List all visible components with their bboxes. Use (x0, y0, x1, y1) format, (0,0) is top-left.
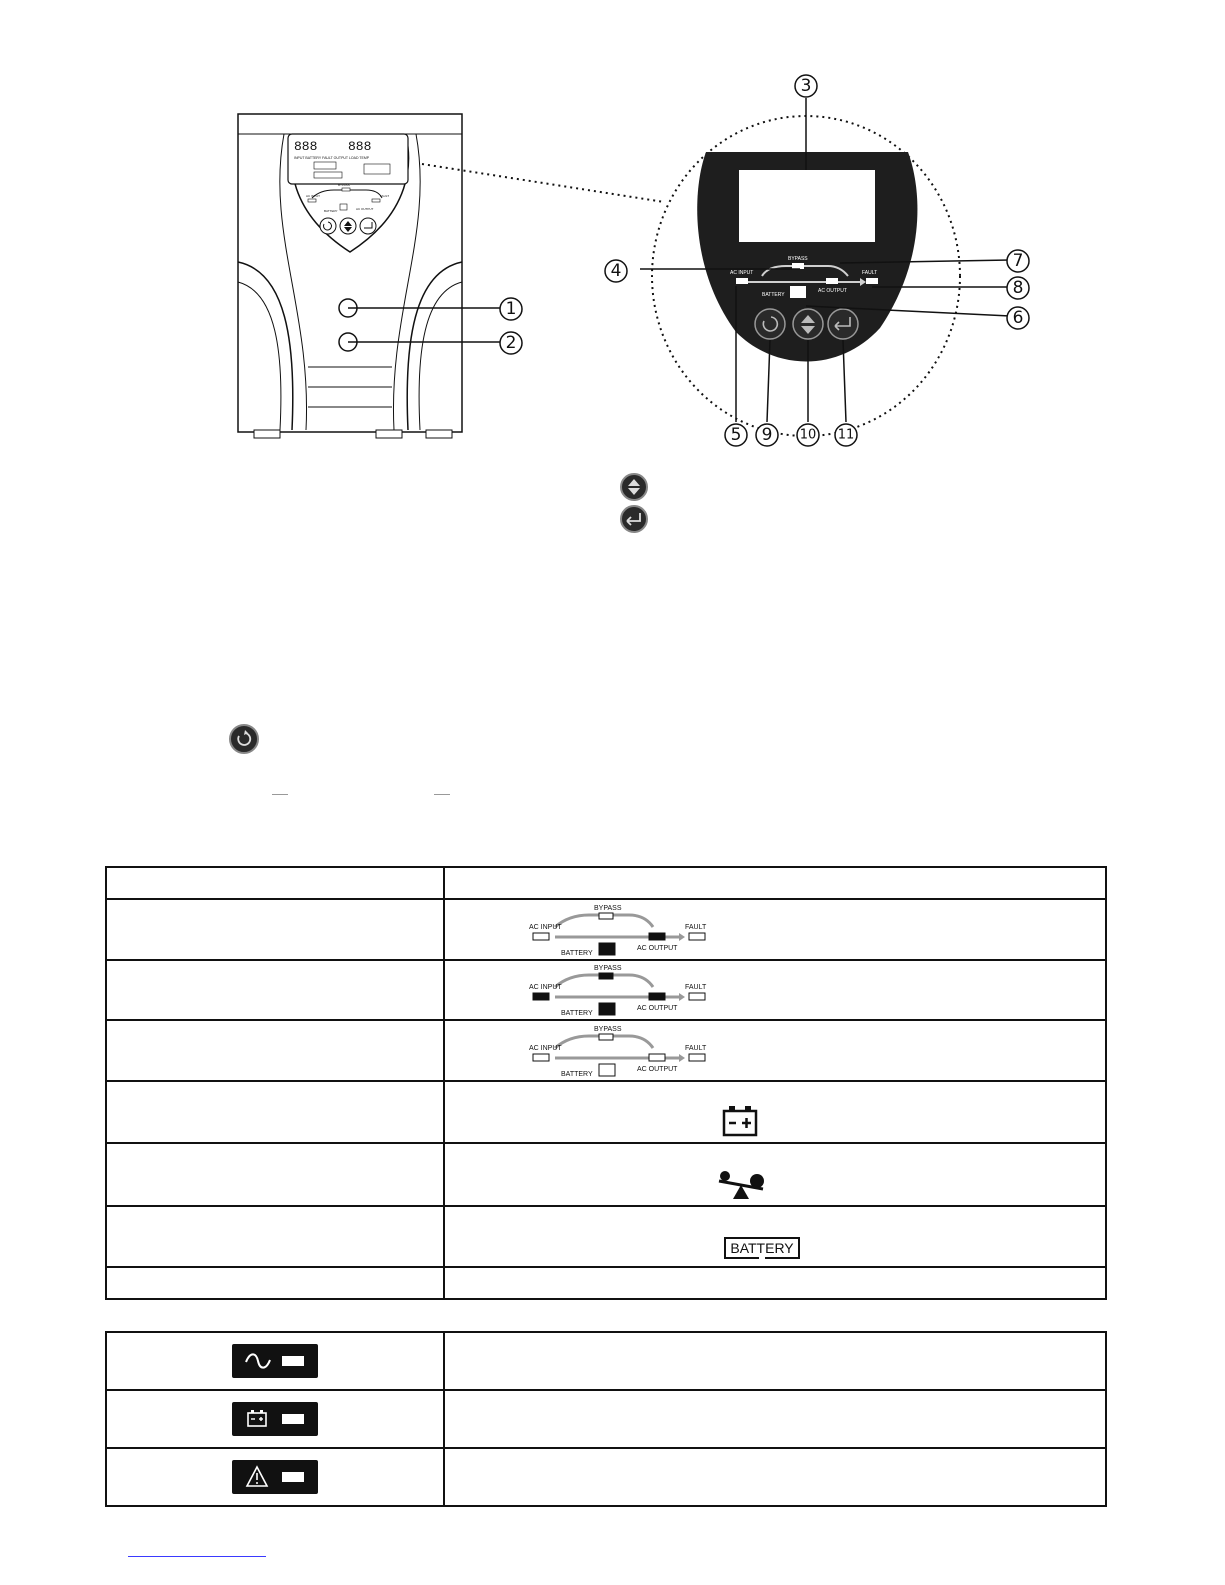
svg-text:BATTERY: BATTERY (561, 949, 593, 957)
svg-text:1: 1 (505, 299, 517, 319)
svg-text:888: 888 (294, 139, 318, 154)
table-cell (444, 1332, 1106, 1390)
svg-text:3: 3 (800, 76, 812, 96)
table-cell (444, 1448, 1106, 1506)
table-row (106, 960, 1106, 1020)
callout-4 (603, 258, 629, 284)
table-row (106, 1267, 1106, 1299)
status-table (105, 1331, 1107, 1507)
table-row (106, 1332, 1106, 1390)
svg-text:AC INPUT: AC INPUT (529, 984, 562, 991)
callout-10 (795, 422, 821, 448)
table-cell (444, 1143, 1106, 1206)
svg-text:8: 8 (1012, 278, 1024, 298)
callout-2 (498, 330, 524, 356)
table-header-row (106, 867, 1106, 899)
enter-button-icon (619, 504, 649, 534)
svg-text:FAULT: FAULT (685, 1044, 707, 1052)
table-cell (444, 1206, 1106, 1267)
led-flow-diagram (529, 903, 729, 957)
svg-text:FAULT: FAULT (685, 984, 707, 991)
table-cell (106, 1143, 444, 1206)
power-button-icon (228, 723, 260, 755)
table-cell (444, 1390, 1106, 1448)
svg-text:BATTERY: BATTERY (561, 1010, 593, 1017)
lcd-label-row (294, 156, 370, 160)
svg-text:FAULT: FAULT (862, 270, 878, 276)
callout-1 (498, 296, 524, 322)
svg-text:2: 2 (505, 333, 517, 353)
table-cell (106, 1332, 444, 1390)
svg-text:BYPASS: BYPASS (594, 904, 622, 912)
svg-text:AC INPUT: AC INPUT (529, 1044, 562, 1052)
led-flow-diagram (529, 1024, 729, 1078)
table-row (106, 1081, 1106, 1143)
svg-text:AC INPUT: AC INPUT (730, 270, 754, 276)
callout-8 (1005, 275, 1031, 301)
table-cell (106, 1390, 444, 1448)
table-row (106, 1206, 1106, 1267)
table-cell (106, 1020, 444, 1081)
svg-text:BYPASS: BYPASS (338, 183, 350, 187)
table-cell (444, 1020, 1106, 1081)
table-cell (444, 1267, 1106, 1299)
table-cell (106, 1081, 444, 1143)
table-header-cell (106, 867, 444, 899)
zoom-leader-line (420, 160, 670, 210)
svg-text:FAULT: FAULT (685, 923, 707, 931)
battery-icon (721, 1104, 761, 1138)
table-row (106, 1390, 1106, 1448)
svg-text:11: 11 (837, 427, 855, 443)
svg-text:4: 4 (610, 261, 622, 281)
table-cell (106, 1267, 444, 1299)
underline-mark (434, 794, 450, 795)
seesaw-overload-icon (715, 1167, 767, 1201)
updown-button-icon (619, 472, 649, 502)
table-cell (106, 1448, 444, 1506)
svg-text:AC INPUT: AC INPUT (306, 194, 321, 198)
svg-text:10: 10 (799, 427, 817, 443)
svg-text:BYPASS: BYPASS (594, 1025, 622, 1033)
callout-7 (1005, 248, 1031, 274)
svg-text:9: 9 (761, 425, 773, 445)
svg-text:5: 5 (730, 425, 742, 445)
svg-text:BATTERY: BATTERY (762, 292, 785, 298)
table-row (106, 1448, 1106, 1506)
svg-text:BYPASS: BYPASS (594, 965, 622, 972)
callout-3 (793, 73, 819, 99)
table-header-cell (444, 867, 1106, 899)
svg-text:AC OUTPUT: AC OUTPUT (637, 1065, 678, 1073)
svg-text:INPUT BATTERY FAULT OUTPUT LOA: INPUT BATTERY FAULT OUTPUT LOAD TEMP (294, 156, 370, 160)
table-cell (106, 960, 444, 1020)
table-row (106, 899, 1106, 960)
table-cell (444, 899, 1106, 960)
table-cell (106, 899, 444, 960)
table-cell (106, 1206, 444, 1267)
panel-detail-drawing (640, 70, 1060, 465)
table-row (106, 1020, 1106, 1081)
svg-text:6: 6 (1012, 308, 1024, 328)
svg-text:BYPASS: BYPASS (788, 256, 808, 262)
svg-text:BATTERY: BATTERY (324, 209, 338, 213)
svg-text:AC OUTPUT: AC OUTPUT (637, 944, 678, 952)
svg-text:7: 7 (1012, 251, 1024, 271)
status-indicator (232, 1460, 318, 1494)
svg-text:FAULT: FAULT (380, 194, 390, 198)
led-flow-diagram (529, 963, 729, 1017)
callout-5 (723, 422, 749, 448)
footer-link[interactable] (128, 1556, 266, 1557)
svg-text:AC OUTPUT: AC OUTPUT (356, 207, 374, 211)
table-cell (444, 960, 1106, 1020)
mode-table (105, 866, 1107, 1300)
svg-text:AC OUTPUT: AC OUTPUT (818, 288, 847, 294)
warning-icon (247, 1467, 267, 1486)
svg-text:AC OUTPUT: AC OUTPUT (637, 1005, 678, 1012)
battery-icon (248, 1410, 266, 1426)
sine-wave-icon (246, 1354, 270, 1367)
status-indicator (232, 1344, 318, 1378)
callout-6 (1005, 305, 1031, 331)
svg-text:BATTERY: BATTERY (561, 1070, 593, 1078)
svg-text:AC INPUT: AC INPUT (529, 923, 562, 931)
callout-11 (833, 422, 859, 448)
table-cell (444, 1081, 1106, 1143)
table-row (106, 1143, 1106, 1206)
battery-text-indicator (723, 1236, 803, 1262)
svg-text:888: 888 (348, 139, 372, 154)
status-indicator (232, 1402, 318, 1436)
callout-9 (754, 422, 780, 448)
svg-text:BATTERY: BATTERY (730, 1240, 794, 1256)
underline-mark (272, 794, 288, 795)
